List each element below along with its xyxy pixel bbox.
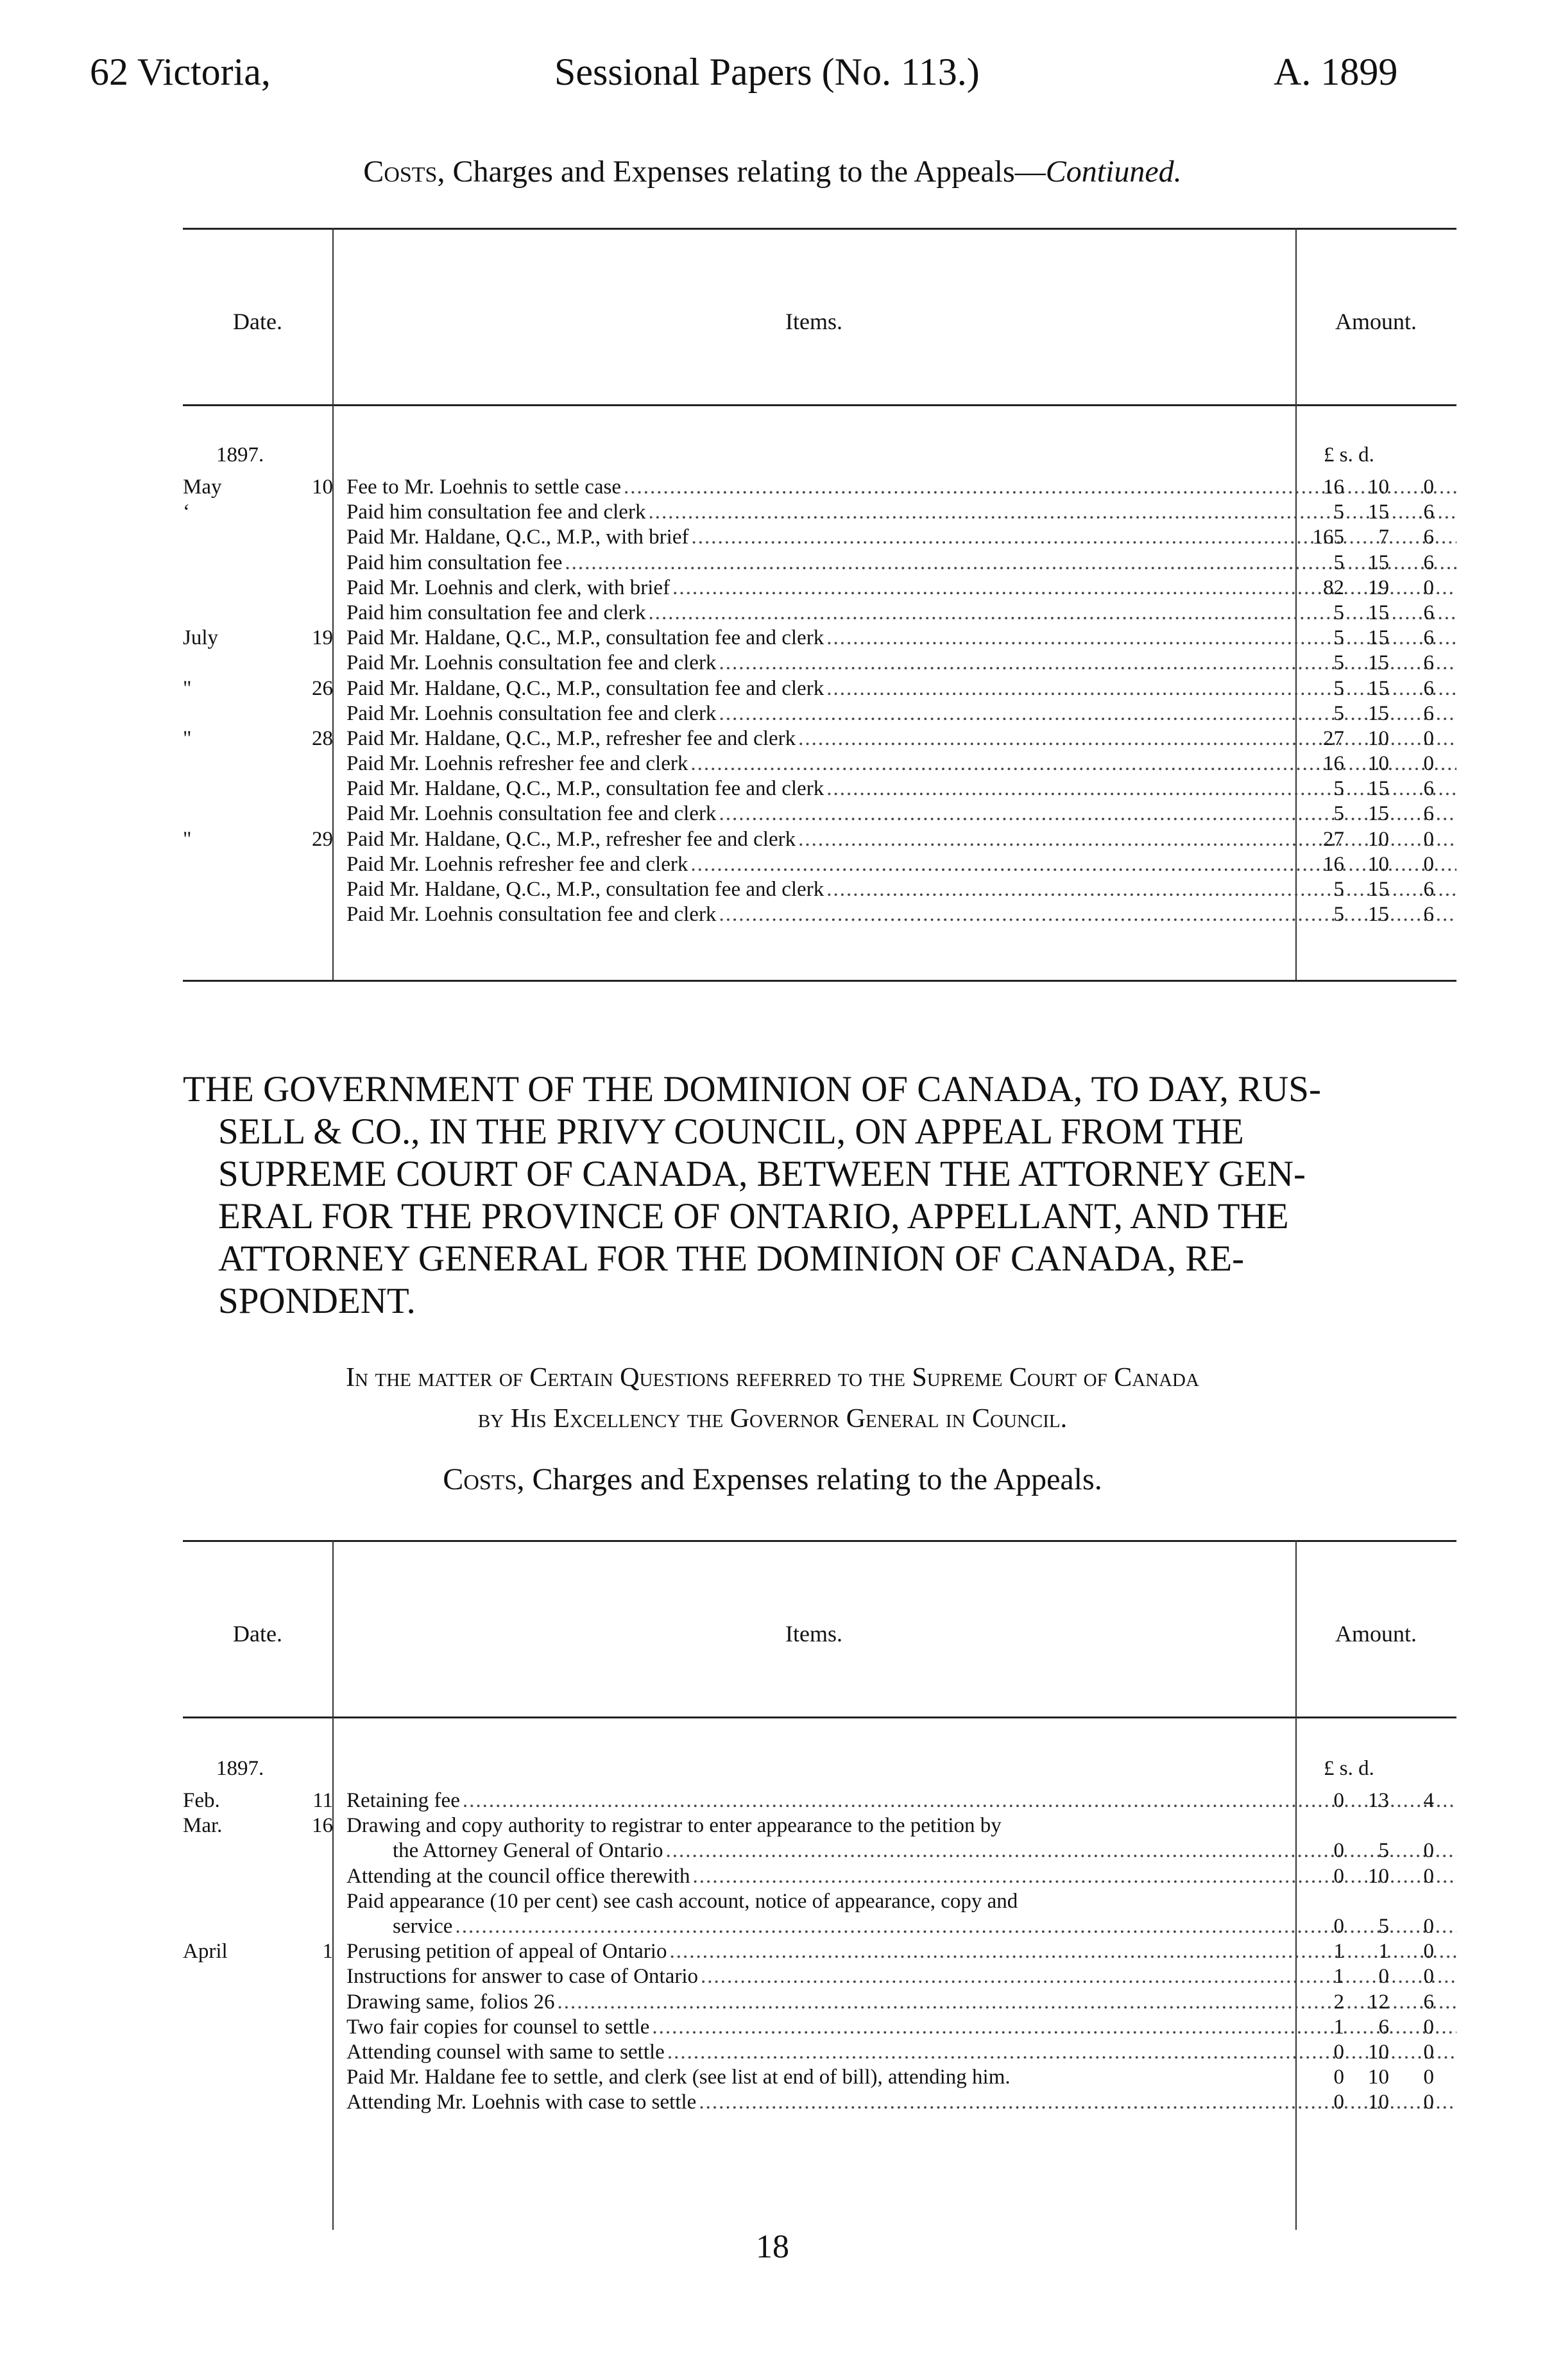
row-shillings: 15 (1368, 903, 1389, 927)
row-pounds: 5 (1333, 601, 1344, 624)
case-heading-line: THE GOVERNMENT OF THE DOMINION OF CANADA, TO DAY, RUS- (183, 1069, 1321, 1109)
table-row (183, 1939, 1456, 1964)
row-item: Paid Mr. Loehnis consultation fee and clerk (346, 903, 717, 927)
currency-heading: £ s. d. (1324, 443, 1374, 467)
table-row (183, 626, 1456, 651)
table-row (183, 701, 1456, 726)
row-item: Paid Mr. Haldane, Q.C., M.P., consultation fee and clerk (346, 626, 824, 650)
table-row (183, 1889, 1456, 1914)
table-row (183, 1788, 1456, 1813)
dot-leader (719, 701, 1456, 726)
row-month: " (183, 827, 192, 851)
row-pounds: 5 (1333, 676, 1344, 700)
case-heading-line: ERAL FOR THE PROVINCE OF ONTARIO, APPELLANT, AND THE (218, 1196, 1289, 1237)
table-row (183, 2040, 1456, 2065)
row-shillings: 15 (1368, 676, 1389, 700)
costs-rows (183, 475, 1456, 927)
row-item: Paid Mr. Haldane, Q.C., M.P., consultation fee and clerk (346, 676, 824, 700)
row-item: Paid Mr. Haldane fee to settle, and clerk (see list at end of bill), attending him. (346, 2066, 1011, 2089)
row-pounds: 5 (1333, 501, 1344, 524)
currency-heading: £ s. d. (1324, 1757, 1374, 1780)
row-item: Two fair copies for counsel to settle (346, 2015, 650, 2039)
row-item: Paid Mr. Loehnis consultation fee and clerk (346, 802, 717, 826)
row-pounds: 0 (1333, 1914, 1344, 1938)
row-pence: 6 (1423, 701, 1434, 725)
case-heading (183, 1068, 1456, 1323)
row-item: Paid him consultation fee (346, 551, 563, 574)
row-shillings: 15 (1368, 601, 1389, 624)
row-pounds: 2 (1333, 1990, 1344, 2014)
row-item: Paid Mr. Loehnis refresher fee and clerk (346, 752, 688, 776)
row-pence: 0 (1423, 576, 1434, 599)
row-item: Paid Mr. Haldane, Q.C., M.P., refresher fee and clerk (346, 827, 796, 851)
table-row (183, 852, 1456, 877)
section1-title-lead: Costs, (363, 155, 445, 189)
dot-leader (719, 651, 1456, 676)
row-pounds: 16 (1323, 475, 1344, 499)
dot-leader (719, 902, 1456, 927)
row-pence: 0 (1423, 2091, 1434, 2114)
table-row (183, 651, 1456, 676)
row-pence: 0 (1423, 1864, 1434, 1888)
row-item: Paid Mr. Haldane, Q.C., M.P., consultation fee and clerk (346, 777, 824, 801)
costs-table (183, 1540, 1456, 2230)
table-year: 1897. (216, 1757, 264, 1780)
case-heading-line: ATTORNEY GENERAL FOR THE DOMINION OF CANADA, RE- (218, 1238, 1245, 1279)
row-pounds: 5 (1333, 802, 1344, 826)
row-shillings: 15 (1368, 878, 1389, 901)
row-shillings: 19 (1368, 576, 1389, 599)
case-heading-line: SUPREME COURT OF CANADA, BETWEEN THE ATTORNEY GEN- (218, 1154, 1306, 1194)
row-month: ‘ (183, 501, 190, 524)
row-shillings: 15 (1368, 626, 1389, 650)
table-row (183, 751, 1456, 776)
row-item: Attending Mr. Loehnis with case to settle (346, 2091, 697, 2114)
row-pence: 0 (1423, 1940, 1434, 1964)
case-heading-line: SELL & CO., IN THE PRIVY COUNCIL, ON APPEAL FROM THE (218, 1111, 1244, 1152)
col-amount-header: Amount. (1335, 309, 1417, 334)
row-shillings: 10 (1368, 752, 1389, 776)
row-shillings: 0 (1378, 1965, 1389, 1989)
table-row (183, 1914, 1456, 1939)
row-month: Feb. (183, 1789, 220, 1812)
row-pence: 6 (1423, 777, 1434, 801)
page-number: 18 (756, 2229, 789, 2265)
table-row (183, 726, 1456, 751)
row-shillings: 10 (1368, 475, 1389, 499)
row-shillings: 15 (1368, 802, 1389, 826)
table-row (183, 827, 1456, 852)
table-row (183, 475, 1456, 500)
table-row (183, 1864, 1456, 1889)
table-year: 1897. (216, 443, 264, 467)
table-row (183, 2015, 1456, 2040)
col-amount-header: Amount. (1335, 1621, 1417, 1647)
row-day: 1 (322, 1940, 333, 1964)
row-shillings: 10 (1368, 2040, 1389, 2064)
row-pence: 0 (1423, 827, 1434, 851)
row-item: Instructions for answer to case of Ontario (346, 1965, 698, 1989)
row-item: Paid Mr. Loehnis and clerk, with brief (346, 576, 670, 599)
dot-leader (719, 801, 1456, 826)
row-shillings: 10 (1368, 852, 1389, 876)
row-pence: 6 (1423, 501, 1434, 524)
row-pence: 0 (1423, 1914, 1434, 1938)
row-shillings: 10 (1368, 1864, 1389, 1888)
table-row (183, 551, 1456, 576)
row-item: Attending counsel with same to settle (346, 2040, 665, 2064)
row-pence: 6 (1423, 626, 1434, 650)
row-item: Paid him consultation fee and clerk (346, 601, 646, 624)
row-pence: 0 (1423, 475, 1434, 499)
row-month: " (183, 726, 192, 750)
row-item: Paid Mr. Loehnis refresher fee and clerk (346, 852, 688, 876)
table-row (183, 877, 1456, 902)
table-row (183, 1964, 1456, 1989)
row-shillings: 6 (1378, 2015, 1389, 2039)
table-rule-top (183, 228, 1456, 230)
row-day: 10 (312, 475, 333, 499)
row-shillings: 15 (1368, 501, 1389, 524)
row-shillings: 15 (1368, 777, 1389, 801)
row-month: " (183, 676, 192, 700)
row-day: 28 (312, 726, 333, 750)
section2-title-rest: Charges and Expenses relating to the Appeals. (532, 1462, 1102, 1496)
col-items-header: Items. (785, 309, 842, 334)
row-item: Paid Mr. Loehnis consultation fee and clerk (346, 701, 717, 725)
row-month: Mar. (183, 1814, 223, 1838)
table-row (183, 1990, 1456, 2015)
row-shillings: 15 (1368, 551, 1389, 574)
row-item: Attending at the council office therewith (346, 1864, 690, 1888)
row-item: service (393, 1914, 453, 1938)
row-pence: 0 (1423, 2015, 1434, 2039)
row-pence: 6 (1423, 551, 1434, 574)
row-shillings: 5 (1378, 1914, 1389, 1938)
header-title: Sessional Papers (No. 113.) (554, 51, 980, 93)
row-item: Paid appearance (10 per cent) see cash account, notice of appearance, copy and (346, 1889, 1018, 1913)
row-shillings: 15 (1368, 701, 1389, 725)
row-day: 29 (312, 827, 333, 851)
row-pence: 6 (1423, 676, 1434, 700)
col-date-header: Date. (233, 309, 282, 334)
row-pence: 6 (1423, 651, 1434, 675)
case-heading-line: SPONDENT. (218, 1281, 416, 1321)
row-item: Drawing same, folios 26 (346, 1990, 555, 2014)
row-item: Perusing petition of appeal of Ontario (346, 1940, 667, 1964)
row-pounds: 1 (1333, 2015, 1344, 2039)
row-pence: 0 (1423, 1965, 1434, 1989)
row-pence: 6 (1423, 802, 1434, 826)
row-pounds: 16 (1323, 852, 1344, 876)
row-shillings: 12 (1368, 1990, 1389, 2014)
row-day: 11 (312, 1789, 333, 1812)
row-day: 26 (312, 676, 333, 700)
row-pounds: 5 (1333, 777, 1344, 801)
table-row (183, 902, 1456, 927)
row-month: April (183, 1940, 228, 1964)
matter-line-1: In the matter of Certain Questions referred to the Supreme Court of Canada (346, 1363, 1199, 1392)
row-item: the Attorney General of Ontario (393, 1839, 663, 1863)
matter-line-2: by His Excellency the Governor General in Council. (477, 1404, 1068, 1434)
row-item: Paid Mr. Loehnis consultation fee and clerk (346, 651, 717, 675)
row-shillings: 5 (1378, 1839, 1389, 1863)
row-pence: 6 (1423, 878, 1434, 901)
row-pounds: 16 (1323, 752, 1344, 776)
row-pounds: 5 (1333, 878, 1344, 901)
section1-title (0, 154, 1545, 189)
row-pounds: 1 (1333, 1965, 1344, 1989)
table-row (183, 2090, 1456, 2115)
row-shillings: 10 (1368, 2066, 1389, 2089)
row-item: Retaining fee (346, 1789, 460, 1812)
row-shillings: 10 (1368, 827, 1389, 851)
table-rule-header (183, 1717, 1456, 1718)
row-pounds: 27 (1323, 827, 1344, 851)
row-pounds: 0 (1333, 2091, 1344, 2114)
costs-rows (183, 1788, 1456, 2115)
row-day: 16 (312, 1814, 333, 1838)
row-pence: 0 (1423, 1839, 1434, 1863)
row-item: Fee to Mr. Loehnis to settle case (346, 475, 621, 499)
row-shillings: 7 (1378, 526, 1389, 549)
section2-title (0, 1462, 1545, 1497)
row-pence: 0 (1423, 726, 1434, 750)
row-pence: 0 (1423, 852, 1434, 876)
row-shillings: 10 (1368, 726, 1389, 750)
table-row (183, 525, 1456, 550)
header-session: 62 Victoria, (90, 51, 271, 93)
row-pounds: 165 (1312, 526, 1344, 549)
section1-title-rest: Charges and Expenses relating to the Appeals— (452, 155, 1046, 189)
row-pence: 6 (1423, 1990, 1434, 2014)
row-shillings: 1 (1378, 1940, 1389, 1964)
row-day: 19 (312, 626, 333, 650)
row-pence: 0 (1423, 2040, 1434, 2064)
row-pence: 0 (1423, 752, 1434, 776)
row-pence: 6 (1423, 601, 1434, 624)
row-pounds: 5 (1333, 701, 1344, 725)
row-item: Drawing and copy authority to registrar to enter appearance to the petition by (346, 1814, 1002, 1838)
table-rule-top (183, 1540, 1456, 1542)
table-row (183, 676, 1456, 701)
matter-heading (0, 1357, 1545, 1439)
row-pence: 4 (1423, 1789, 1434, 1812)
table-row (183, 576, 1456, 601)
row-month: July (183, 626, 219, 650)
row-pounds: 0 (1333, 2040, 1344, 2064)
row-item: Paid Mr. Haldane, Q.C., M.P., refresher fee and clerk (346, 726, 796, 750)
row-pounds: 5 (1333, 903, 1344, 927)
row-pounds: 0 (1333, 1789, 1344, 1812)
col-items-header: Items. (785, 1621, 842, 1647)
row-pounds: 27 (1323, 726, 1344, 750)
row-pounds: 5 (1333, 626, 1344, 650)
row-pounds: 0 (1333, 2066, 1344, 2089)
row-pounds: 1 (1333, 1940, 1344, 1964)
header-year: A. 1899 (1274, 51, 1398, 93)
table-row (183, 1813, 1456, 1838)
row-shillings: 13 (1368, 1789, 1389, 1812)
section1-title-italic: Contiuned. (1045, 155, 1182, 189)
table-row (183, 500, 1456, 525)
table-rule-bottom (183, 980, 1456, 982)
col-date-header: Date. (233, 1621, 282, 1647)
row-pence: 6 (1423, 903, 1434, 927)
row-pence: 6 (1423, 526, 1434, 549)
row-item: Paid Mr. Haldane, Q.C., M.P., consultation fee and clerk (346, 878, 824, 901)
table-rule-header (183, 404, 1456, 406)
row-pounds: 5 (1333, 551, 1344, 574)
section2-title-lead: Costs, (443, 1462, 525, 1496)
row-shillings: 10 (1368, 2091, 1389, 2114)
table-row (183, 1838, 1456, 1863)
row-pence: 0 (1423, 2066, 1434, 2089)
row-pounds: 82 (1323, 576, 1344, 599)
row-pounds: 5 (1333, 651, 1344, 675)
row-month: May (183, 475, 222, 499)
table-row (183, 601, 1456, 626)
row-shillings: 15 (1368, 651, 1389, 675)
row-item: Paid him consultation fee and clerk (346, 501, 646, 524)
table-row (183, 2065, 1456, 2090)
row-pounds: 0 (1333, 1864, 1344, 1888)
table-row (183, 801, 1456, 826)
row-pounds: 0 (1333, 1839, 1344, 1863)
costs-table-continued (183, 228, 1456, 982)
row-item: Paid Mr. Haldane, Q.C., M.P., with brief (346, 526, 689, 549)
table-row (183, 776, 1456, 801)
